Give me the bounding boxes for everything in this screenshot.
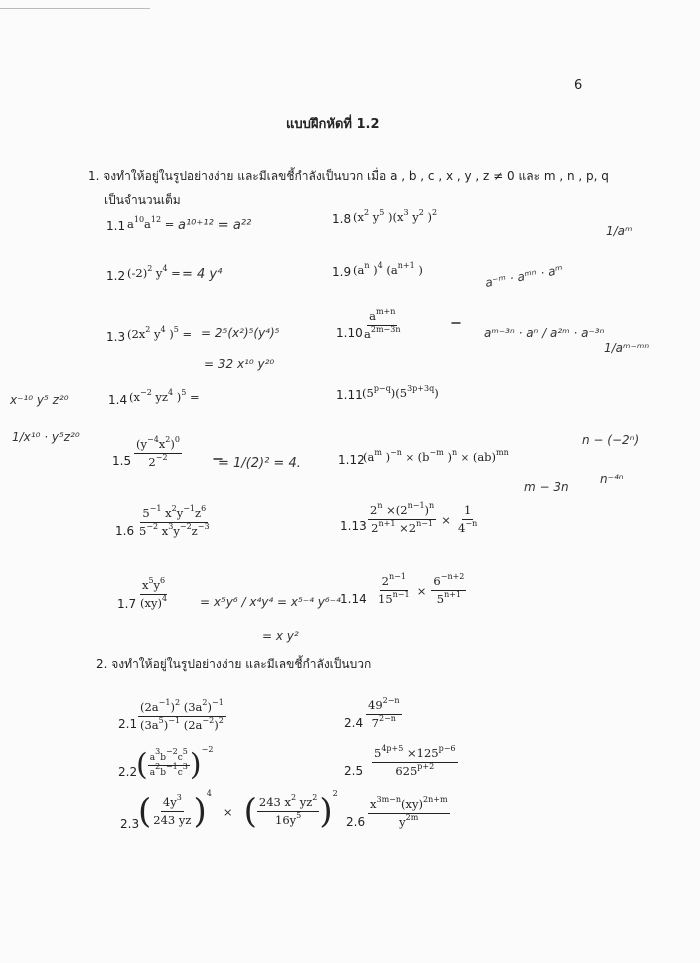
problem-label: 1.4: [108, 393, 128, 407]
problem-label: 1.5: [112, 454, 132, 468]
section2-instruction: 2. จงทำให้อยู่ในรูปอย่างง่าย และมีเลขชี้กำลังเป็นบวก: [96, 657, 372, 671]
hw-margin-right-b: 1/aᵐ: [606, 224, 633, 238]
problem-label: 2.5: [344, 764, 364, 778]
problem-1-1: $a^{10}a^{12}$ =: [127, 215, 175, 231]
problem-2-6: $\frac{x^{3m-n}(xy)^{2n+m}}{y^{2m}}$: [370, 795, 448, 829]
hw-answer-1-1: a¹⁰⁺¹² = a²²: [178, 218, 252, 233]
section1-instruction-cont: เป็นจำนวนเต็ม: [104, 193, 181, 207]
problem-label: 1.7: [117, 597, 137, 611]
problem-1-13: $\frac{2^n \times(2^{n-1})^n}{2^{n+1} \times 2^{n-1}}$ × $\frac{1}{4^{-n}}$: [370, 501, 478, 535]
problem-label: 2.2: [118, 765, 138, 779]
problem-1-7: $\frac{x^5y^6}{(xy)^4}$: [140, 576, 168, 610]
problem-2-4: $\frac{49^{2-n}}{7^{2-n}}$: [368, 696, 400, 730]
problem-1-2: $(-2)^2$ $y^4$ =: [127, 264, 181, 280]
hw-margin-right-f: m − 3n: [524, 480, 569, 494]
problem-1-8: ($x^2$ $y^5$ )($x^3$ $y^2$ )$^2$: [353, 208, 438, 224]
hw-margin-right-g: n⁻⁴ⁿ: [600, 472, 624, 486]
problem-label: 1.13: [340, 519, 367, 533]
problem-2-3: ( $\frac{4y^3}{243 yz}$ )$^4$ × ( $\frac{243 x^2 yz^2}{16y^5}$ )$^2$: [138, 789, 338, 832]
hw-margin-left-a: x⁻¹⁰ y⁵ z²⁰: [10, 393, 69, 407]
hw-answer-1-3a: = 2⁵(x²)⁵(y⁴)⁵: [201, 326, 280, 340]
problem-1-14: $\frac{2^{n-1}}{15^{n-1}}$ × $\frac{6^{-n+2}}{5^{n+1}}$: [378, 572, 465, 606]
problem-1-5: $\frac{(y^{-4}x^2)^0}{2^{-2}}$: [136, 435, 180, 469]
problem-2-5: $\frac{5^{4p+5} \times 125^{p-6}}{625^{p+2}}$: [374, 744, 456, 778]
problem-label: 1.6: [115, 524, 135, 538]
hw-answer-1-7b: = x y²: [262, 629, 299, 643]
problem-label: 1.12: [338, 453, 365, 467]
problem-label: 2.4: [344, 716, 364, 730]
section1-instruction: 1. จงทำให้อยู่ในรูปอย่างง่าย และมีเลขชี้กำลังเป็นบวก เมื่อ a , b , c , x , y , z ≠ 0 และ m , n , p, q: [88, 169, 609, 183]
problem-2-1: $\frac{(2a^{-1})^2 (3a^2)^{-1}}{(3a^5)^{-1} (2a^{-2})^2}$: [140, 698, 224, 732]
problem-label: 2.6: [346, 815, 366, 829]
problem-1-4: ($x^{-2}$ $yz^4$ )$^5$ =: [129, 388, 200, 404]
page-number: 6: [574, 78, 583, 93]
hw-answer-1-3b: = 32 x¹⁰ y²⁰: [204, 357, 275, 371]
hw-answer-1-2: = 4 y⁴: [182, 267, 223, 282]
hw-margin-right-c: aᵐ⁻³ⁿ · aⁿ / a²ᵐ · a⁻³ⁿ: [484, 326, 605, 340]
problem-label: 2.3: [120, 817, 140, 831]
problem-label: 1.3: [106, 330, 126, 344]
hw-margin-left-b: 1/x¹⁰ · y⁵z²⁰: [12, 430, 80, 444]
problem-label: 1.9: [332, 265, 352, 279]
problem-label: 1.10: [336, 326, 363, 340]
problem-label: 1.8: [332, 212, 352, 226]
problem-1-12: ($a^m$ )$^{-n} \times (b^{-m}$ )$^n$ × (ab)$^{mn}$: [363, 448, 509, 464]
exercise-title: แบบฝึกหัดที่ 1.2: [286, 117, 380, 132]
problem-1-6: $\frac{5^{-1} x^2y^{-1}z^6}{5^{-2} x^3y^{-2}z^{-3}}$: [139, 504, 210, 538]
problem-1-3: ($2x^2$ $y^4$ )$^5$ =: [127, 325, 193, 341]
problem-1-10: $\frac{a^{m+n}}{a^{2m-3n}}$: [364, 307, 401, 341]
problem-label: 2.1: [118, 717, 138, 731]
hw-answer-1-5: = 1/(2)² = 4.: [218, 456, 301, 471]
problem-2-2: ( $\frac{a^3b^{-2}c^5}{a^2b^{-1}c^3}$ )$^{-2}$: [136, 745, 214, 783]
hw-margin-right-d: 1/aᵐ⁻ᵐⁿ: [604, 341, 650, 355]
problem-1-9: ($a^n$ )$^4$ ($a^{n+1}$ ): [353, 261, 423, 277]
hw-margin-right-a: a⁻ᵐ · aᵐⁿ · aᵐ: [484, 262, 564, 290]
problem-label: 1.14: [340, 592, 367, 606]
problem-label: 1.2: [106, 269, 126, 283]
problem-1-11: $(5^{p-q})(5^{3p+3q})$: [362, 384, 439, 400]
problem-label: 1.11: [336, 388, 363, 402]
hw-margin-right-e: n − (−2ⁿ): [582, 433, 640, 447]
hw-answer-1-7a: = x⁵y⁶ / x⁴y⁴ = x⁵⁻⁴ y⁶⁻⁴: [200, 595, 341, 609]
problem-label: 1.1: [106, 219, 126, 233]
